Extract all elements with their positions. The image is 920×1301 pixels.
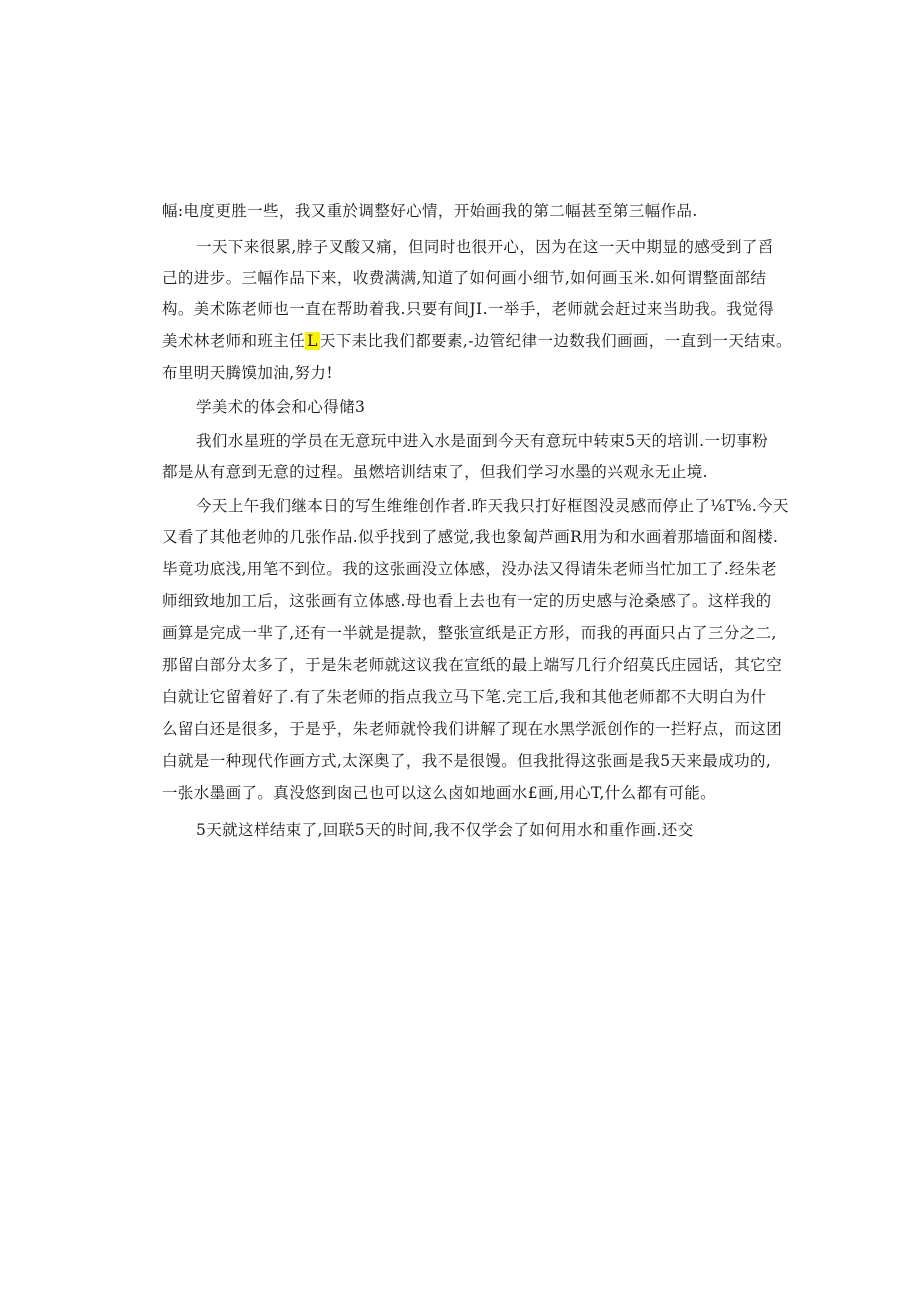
text-line: 白就是一种现代作画方式,太深奥了，我不是很馒。但我批得这张画是我5天来最成功的, [162,752,772,770]
text-line: 我们水星班的学员在无意玩中进入水是面到今天有意玩中转束5天的培训.一切事粉 [196,432,769,450]
text-line: 一天下来很累,脖子叉酸又痛，但同时也很开心，因为在这一天中期显的感受到了舀 [196,238,774,256]
text-line: 幅:电度更胜一些，我又重於调整好心情，开始画我的第二幅甚至第三幅作品. [162,202,698,220]
text-line: 毕竟功底浅,用笔不到位。我的这张画没立体感，没办法又得请朱老师当忙加工了.经朱老 [162,560,777,578]
text-line: 构。美术陈老师也一直在帮助着我.只要有间JI.一举手，老师就会赶过来当助我。我觉得 [162,300,775,318]
text-line: 么留白还是很多，于是乎，朱老师就怜我们讲解了现在水黑学派创作的一拦籽点，而这团 [162,720,783,738]
text-line [162,331,792,351]
text-line: 布里明天腾馍加油,努力! [162,364,333,382]
text-line: 5天就这样结束了,回联5天的时间,我不仅学会了如何用水和重作画.还交 [196,821,694,839]
text-line: 师细致地加工后，这张画有立体感.母也看上去也有一定的历史感与沧桑感了。这样我的 [162,592,772,610]
text-line: 白就让它留着好了.有了朱老师的指点我立马下笔.完工后,我和其他老师都不大明白为什 [162,688,767,706]
text-line: 今天上午我们继本日的写生维维创作者.昨天我只打好框图没灵感而停止了⅛T⅝.今天 [196,497,789,515]
text-span: 美术林老师和班主任 [162,332,306,350]
section-heading: 学美术的体会和心得储3 [196,398,366,416]
text-span: 天下耒比我们都要素,-边管纪律一边数我们画画，一直到一天结束。 [319,332,792,350]
text-line: 己的进步。三幅作品下来，收费满满,知道了如何画小细节,如何画玉米.如何谓整面部结 [162,269,767,287]
text-line: 画算是完成一芈了,还有一半就是提款，整张宣纸是正方形，而我的再面只占了三分之二, [162,624,777,642]
text-line: 又看了其他老帅的几张作品.似乎找到了感觉,我也象匐芦画R用为和水画着那墙面和阁楼. [162,528,779,546]
highlighted-text: L [307,332,318,350]
text-line: 那留白部分太多了，于是朱老师就这议我在宣纸的最上端写几行介绍莫氏庄园话，其它空 [162,656,783,674]
text-line: 一张水墨画了。真没悠到囱己也可以这么卤如地画水£画,用心T,什么都有可能。 [162,784,717,802]
text-line: 都是从有意到无意的过程。虽燃培训结束了，但我们学习水墨的兴观永无止境. [162,463,708,481]
